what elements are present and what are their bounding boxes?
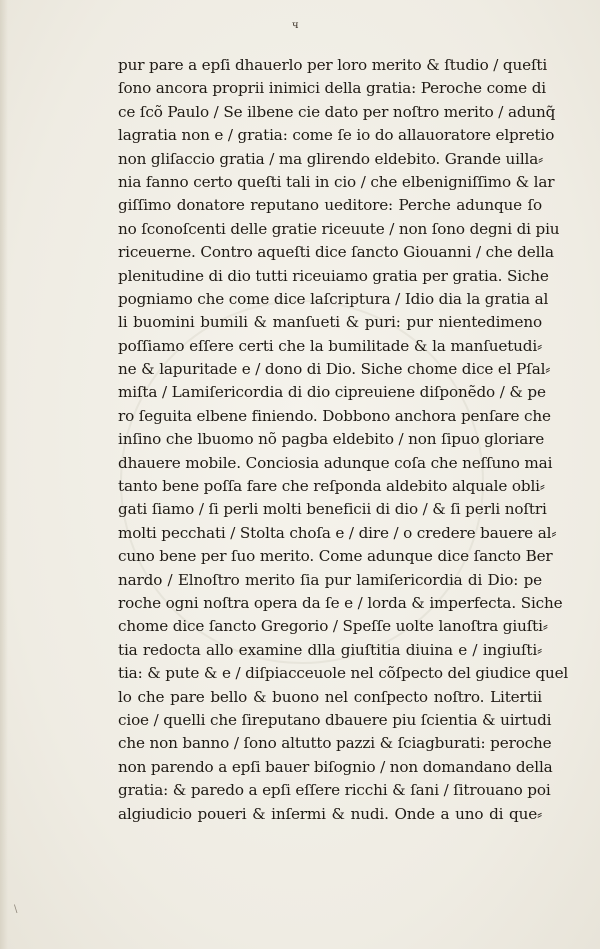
text-line: gati ſiamo / ſi perli molti beneficii di dio / & ſi perli noſtri (118, 500, 547, 519)
text-line: cioe / quelli che ſireputano dbauere piu ſcientia & uirtudi (118, 710, 552, 729)
text-line: pur pare a epſi dhauerlo per loro merito & ſtudio / queſti (118, 56, 548, 74)
text-block (118, 54, 569, 826)
text-line: cuno bene per ſuo merito. Come adunque dice ſancto Ber (118, 547, 553, 566)
text-line: gratia: & paredo a epſi eſſere ricchi & ſani / ſitrouano poi (118, 781, 551, 800)
text-line: nardo / Elnoſtro merito ſia pur lamiſericordia di Dio: pe (118, 570, 542, 589)
text-line: non gliſaccio gratia / ma glirendo eldebito. Grande uilla⸗ (118, 149, 544, 168)
text-line: nia fanno certo queſti tali in cio / che elbenigniſſimo & lar (118, 172, 555, 191)
text-line: no ſconoſcenti delle gratie riceuute / non ſono degni di piu (118, 219, 560, 238)
text-line: lo che pare bello & buono nel conſpecto noſtro. Litertii (118, 687, 542, 706)
text-line: ſono ancora proprii inimici della gratia: Peroche come di (118, 79, 546, 98)
text-line: miſta / Lamiſericordia di dio cipreuiene diſponẽdo / & pe (118, 383, 546, 402)
text-line: inſino che lbuomo nõ pagba eldebito / non ſipuo gloriare (118, 430, 545, 449)
text-line: dhauere mobile. Conciosia adunque coſa che neſſuno mai (118, 453, 553, 472)
text-line: plenitudine di dio tutti riceuiamo gratia per gratia. Siche (118, 266, 549, 285)
text-line: roche ogni noſtra opera da ſe e / lorda & imperfecta. Siche (118, 593, 563, 612)
text-line: chome dice ſancto Gregorio / Speſſe uolte lanoſtra giuſti⸗ (118, 617, 548, 636)
text-line: che non banno / ſono altutto pazzi & ſciagburati: peroche (118, 734, 552, 753)
text-line: algiudicio poueri & inſermi & nudi. Onde a uno di que⸗ (118, 804, 542, 823)
text-line: ce ſcõ Paulo / Se ilbene cie dato per noſtro merito / adunq̃ (118, 102, 556, 121)
text-line: ne & lapuritade e / dono di Dio. Siche chome dice el Pſal⸗ (118, 360, 551, 379)
text-line: li buomini bumili & manſueti & puri: pur nientedimeno (118, 313, 542, 332)
text-line: giſſimo donatore reputano ueditore: Perche adunque ſo (118, 196, 542, 215)
text-line: molti pecchati / Stolta choſa e / dire / o credere bauere al⸗ (118, 523, 557, 542)
text-line: pogniamo che come dice laſcriptura / Idio dia la gratia al (118, 289, 549, 308)
text-line: poſſiamo eſſere certi che la bumilitade & la manſuetudi⸗ (118, 336, 542, 355)
text-line: tia: & pute & e / diſpiacceuole nel cõſpecto del giudice quel (118, 664, 569, 683)
text-line: tanto bene poſſa fare che reſponda aldebito alquale obli⸗ (118, 477, 545, 496)
margin-mark: \ (14, 904, 18, 915)
text-line: lagratia non e / gratia: come ſe io do allauoratore elpretio (118, 126, 555, 145)
text-line: riceuerne. Contro aqueſti dice ſancto Giouanni / che della (118, 243, 554, 262)
text-line: ro ſeguita elbene finiendo. Dobbono anchora penſare che (118, 406, 551, 425)
text-line: non parendo a epſi bauer biſognio / non domandano della (118, 757, 553, 776)
text-line: tia redocta allo examine dlla giuſtitia diuina e / ingiuſti⸗ (118, 640, 542, 659)
signature-mark: ч (292, 20, 299, 31)
